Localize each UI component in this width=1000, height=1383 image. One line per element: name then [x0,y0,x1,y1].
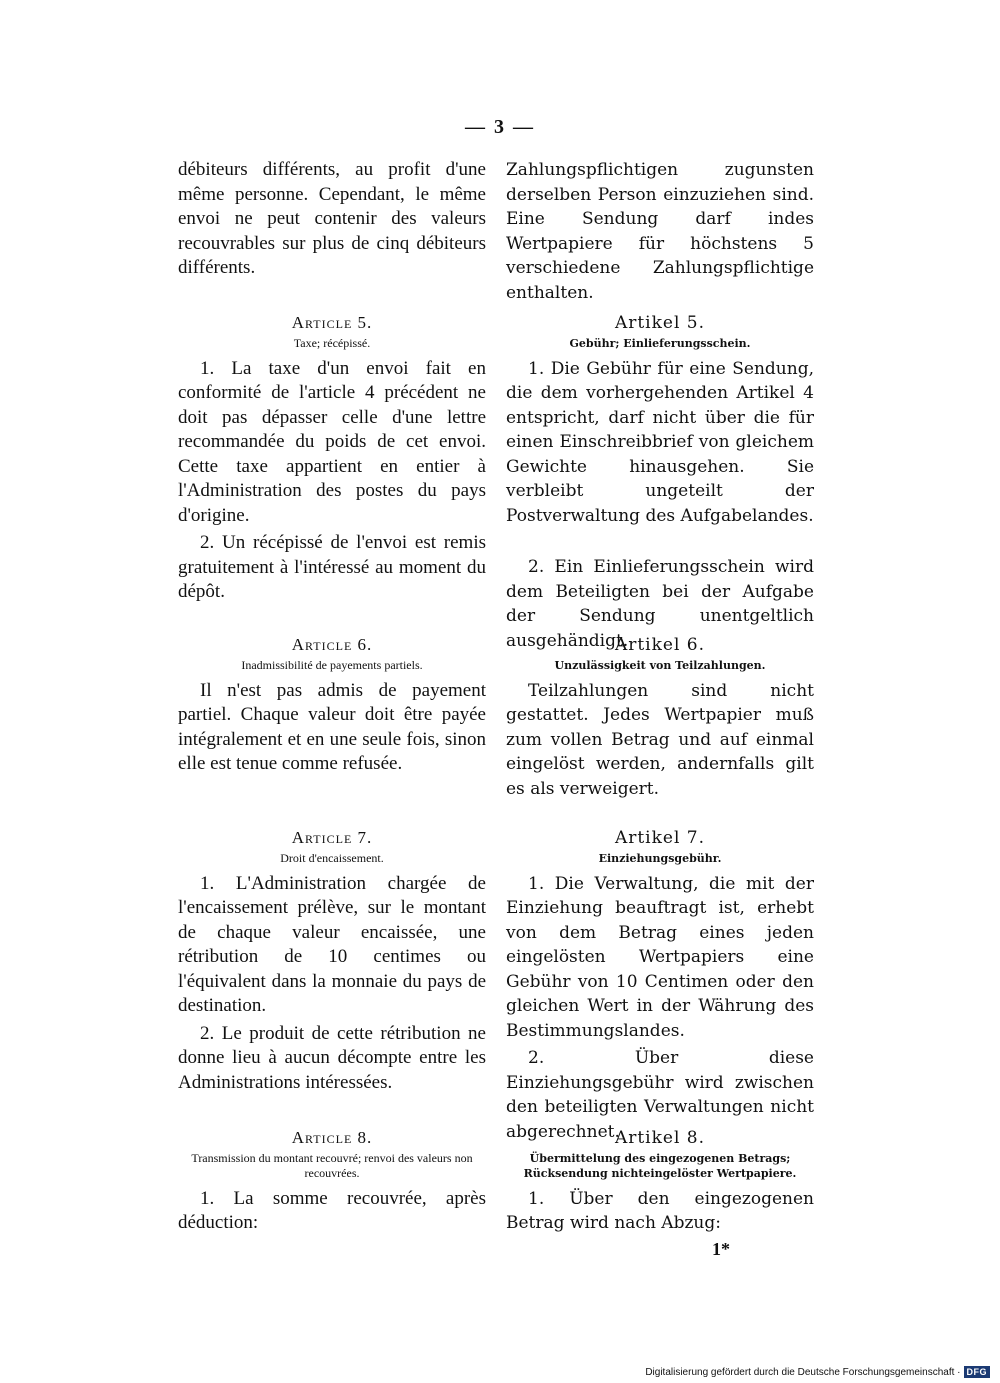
french-article-5-subtitle: Taxe; récépissé. [293,335,371,350]
german-article-7-paragraph-2: 2. Über diese Einziehungsgebühr wird zwischen den beteiligten Verwaltungen nicht abgerechnet. [506,1048,814,1142]
french-article-5-paragraph-1: 1. La taxe d'un envoi fait en conformité de l'article 4 précédent ne doit pas dépasser celle d'une lettre recommandée du poids de cet envoi. Cette taxe appartient en entier à l'Administration des postes du pays d'origine. [178,357,486,526]
german-article-8-title: Artikel 8. [614,1128,706,1148]
german-article-6 [506,633,814,801]
german-article-5 [506,311,814,653]
page-number-header: — 3 — [465,116,535,138]
french-article-6-subtitle: Inadmissibilité de payements partiels. [241,657,423,672]
german-article-8-subtitle: Übermittelung des eingezogenen Betrags; Rücksendung nichteingelöster Wertpapiere. [523,1151,797,1180]
german-article-5-subtitle: Gebühr; Einlieferungsschein. [569,336,751,350]
french-article-7-paragraph-2: 2. Le produit de cette rétribution ne donne lieu à aucun décompte entre les Administrations intéressées. [178,1022,486,1093]
german-article-5-paragraph-1: 1. Die Gebühr für eine Sendung, die dem vorhergehenden Artikel 4 entspricht, darf nicht über die für einen Einschreibbrief von gleichem Gewichte hinausgehen. Sie verbleibt ungeteilt der Postverwaltung des Aufgabelandes. [506,358,814,526]
dfg-logo: DFG [964,1366,991,1378]
german-intro-paragraph: Zahlungspflichtigen zugunsten derselben Person einzuziehen sind. Eine Sendung darf indes Wertpapiere für höchstens 5 verschiedene Zahlungspflichtige enthalten. [506,160,814,303]
footer-text: Digitalisierung gefördert durch die Deutsche Forschungsgemeinschaft · [645,1366,961,1378]
printer-signature-mark: 1* [712,1239,730,1259]
german-article-5-paragraph-2: 2. Ein Einlieferungsschein wird dem Beteiligten bei der Aufgabe der Sendung unentgeltlich ausgehändigt. [506,557,814,651]
french-article-6-paragraph-1: Il n'est pas admis de payement partiel. Chaque valeur doit être payée intégralement et en une seule fois, sinon elle est tenue comme refusée. [178,679,486,774]
german-article-7-subtitle: Einziehungsgebühr. [598,851,722,865]
french-article-8-title: Article 8. [291,1128,373,1147]
german-article-7-paragraph-1: 1. Die Verwaltung, die mit der Einziehung beauftragt ist, erhebt von dem Betrag eines jeden eingelösten Wertpapiers eine Gebühr von 10 Centimen oder den gleichen Wert in der Währung des Bestimmungslandes. [506,873,814,1041]
german-article-6-title: Artikel 6. [614,635,706,655]
french-article-8-paragraph-1: 1. La somme recouvrée, après déduction: [178,1187,486,1233]
french-article-5 [178,311,486,605]
german-article-8 [506,1126,814,1236]
german-article-7 [506,826,814,1144]
german-intro-block [506,158,814,305]
german-article-7-title: Artikel 7. [614,828,706,848]
french-article-7 [178,826,486,1095]
french-intro-paragraph: débiteurs différents, au profit d'une même personne. Cependant, le même envoi ne peut contenir des valeurs recouvrables sur plus de cinq débiteurs différents. [178,159,486,278]
french-article-5-title: Article 5. [291,313,373,332]
german-article-5-title: Artikel 5. [614,313,706,333]
french-article-5-paragraph-2: 2. Un récépissé de l'envoi est remis gratuitement à l'intéressé au moment du dépôt. [178,532,486,602]
french-article-7-title: Article 7. [291,828,373,847]
german-article-6-subtitle: Unzulässigkeit von Teilzahlungen. [554,658,766,672]
french-article-6-title: Article 6. [291,635,373,654]
french-article-7-subtitle: Droit d'encaissement. [280,850,384,865]
french-article-8-subtitle: Transmission du montant recouvré; renvoi des valeurs non recouvrées. [191,1150,473,1180]
german-article-8-paragraph-1: 1. Über den eingezogenen Betrag wird nach Abzug: [506,1188,814,1233]
digitization-footer [645,1366,990,1378]
german-article-6-paragraph-1: Teilzahlungen sind nicht gestattet. Jedes Wertpapier muß zum vollen Betrag und auf einmal eingelöst werden, andernfalls gilt es als verweigert. [506,680,814,799]
french-article-7-paragraph-1: 1. L'Administration chargée de l'encaissement prélève, sur le montant de chaque valeur encaissée, une rétribution de 10 centimes ou l'équivalent dans la monnaie du pays de destination. [178,872,486,1016]
french-intro-block [178,158,486,281]
french-article-6 [178,633,486,777]
french-article-8 [178,1126,486,1236]
